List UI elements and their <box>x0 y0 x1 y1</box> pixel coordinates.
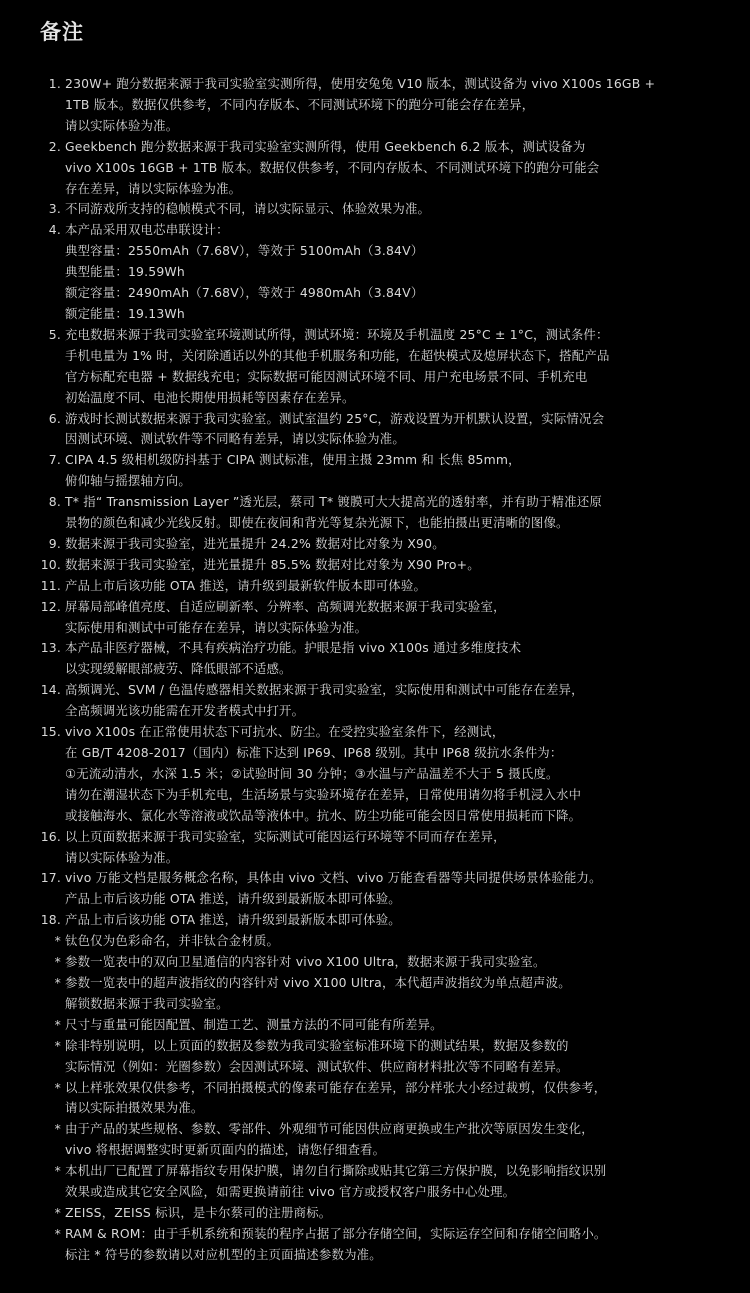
note-text-line: 全高频调光该功能需在开发者模式中打开。 <box>65 703 305 719</box>
note-text-line: 尺寸与重量可能因配置、制造工艺、测量方法的不同可能有所差异。 <box>65 1016 443 1032</box>
note-number: 7. <box>48 452 61 468</box>
notes-list <box>40 74 710 1266</box>
note-number: 16. <box>40 828 61 844</box>
note-text-line: 典型能量：19.59Wh <box>65 264 185 280</box>
note-item <box>40 450 710 492</box>
note-text-line: Geekbench 跑分数据来源于我司实验室实测所得，使用 Geekbench 6.2 版本，测试设备为 <box>65 138 586 154</box>
note-text-line: 典型容量：2550mAh（7.68V），等效于 5100mAh（3.84V） <box>65 243 424 259</box>
note-text-line: 实际情况（例如：光圈参数）会因测试环境、测试软件、供应商材料批次等不同略有差异。 <box>65 1058 569 1074</box>
note-text-line: 请以实际体验为准。 <box>65 849 179 865</box>
note-text-line: 参数一览表中的双向卫星通信的内容针对 vivo X100 Ultra，数据来源于我司实验室。 <box>65 954 546 970</box>
note-number: 2. <box>48 138 61 154</box>
note-text-line: 不同游戏所支持的稳帧模式不同，请以实际显示、体验效果为准。 <box>65 201 431 217</box>
note-text-line: 产品上市后该功能 OTA 推送，请升级到最新软件版本即可体验。 <box>65 577 427 593</box>
note-item <box>40 1015 710 1036</box>
note-text-line: ZEISS，ZEISS 标识，是卡尔蔡司的注册商标。 <box>65 1204 332 1220</box>
note-text-line: 钛色仅为色彩命名，并非钛合金材质。 <box>65 933 280 949</box>
note-number: 1. <box>48 76 61 91</box>
note-text-line: 手机电量为 1% 时，关闭除通话以外的其他手机服务和功能，在超快模式及熄屏状态下，搭配产品 <box>65 347 610 363</box>
note-text-line: 额定容量：2490mAh（7.68V），等效于 4980mAh（3.84V） <box>65 285 424 301</box>
note-asterisk: * <box>54 1163 61 1179</box>
note-text-line: 游戏时长测试数据来源于我司实验室。测试室温约 25°C，游戏设置为开机默认设置，实际情况会 <box>65 410 605 426</box>
note-item <box>40 680 710 722</box>
note-text-line: 官方标配充电器 + 数据线充电；实际数据可能因测试环境不同、用户充电场景不同、手机充电 <box>65 368 588 384</box>
note-text-line: 初始温度不同、电池长期使用损耗等因素存在差异。 <box>65 389 355 405</box>
note-text-line: ①无流动清水，水深 1.5 米；②试验时间 30 分钟；③水温与产品温差不大于 5 摄氏度。 <box>65 765 559 781</box>
note-text-line: 额定能量：19.13Wh <box>65 305 185 321</box>
note-text-line: 产品上市后该功能 OTA 推送，请升级到最新版本即可体验。 <box>65 912 401 928</box>
note-item <box>40 74 710 137</box>
note-item <box>40 597 710 639</box>
note-item <box>40 199 710 220</box>
note-asterisk: * <box>54 1016 61 1032</box>
note-number: 12. <box>40 598 61 614</box>
note-text-line: 因测试环境、测试软件等不同略有差异，请以实际体验为准。 <box>65 431 405 447</box>
note-text-line: 俯仰轴与摇摆轴方向。 <box>65 473 191 489</box>
note-text-line: 屏幕局部峰值亮度、自适应刷新率、分辨率、高频调光数据来源于我司实验室， <box>65 598 506 614</box>
note-number: 6. <box>48 410 61 426</box>
note-text-line: 参数一览表中的超声波指纹的内容针对 vivo X100 Ultra，本代超声波指纹为单点超声波。 <box>65 974 571 990</box>
note-text-line: 标注 * 符号的参数请以对应机型的主页面描述参数为准。 <box>65 1246 382 1262</box>
note-text-line: 高频调光、SVM / 色温传感器相关数据来源于我司实验室，实际使用和测试中可能存在差异， <box>65 682 584 698</box>
note-number: 9. <box>48 535 61 551</box>
note-text-line: 由于产品的某些规格、参数、零部件、外观细节可能因供应商更换或生产批次等原因发生变化， <box>65 1121 594 1137</box>
note-number: 5. <box>48 326 61 342</box>
note-text-line: T* 指“ Transmission Layer ”透光层，蔡司 T* 镀膜可大大提高光的透射率，并有助于精准还原 <box>65 494 602 510</box>
note-text-line: 请以实际拍摄效果为准。 <box>65 1100 204 1116</box>
note-text-line: 230W+ 跑分数据来源于我司实验室实测所得，使用安兔兔 V10 版本，测试设备为 vivo X100s 16GB + <box>65 76 656 91</box>
note-item <box>40 931 710 952</box>
note-text-line: 本机出厂已配置了屏幕指纹专用保护膜，请勿自行撕除或贴其它第三方保护膜，以免影响指纹识别 <box>65 1163 607 1179</box>
note-text-line: 本产品非医疗器械，不具有疾病治疗功能。护眼是指 vivo X100s 通过多维度技术 <box>65 640 522 656</box>
note-item <box>40 325 710 409</box>
note-text-line: vivo X100s 在正常使用状态下可抗水、防尘。在受控实验室条件下，经测试， <box>65 724 505 740</box>
note-number: 10. <box>40 556 61 572</box>
note-asterisk: * <box>54 974 61 990</box>
note-item <box>40 1119 710 1161</box>
note-text-line: vivo X100s 16GB + 1TB 版本。数据仅供参考，不同内存版本、不同测试环境下的跑分可能会 <box>65 159 600 175</box>
note-asterisk: * <box>54 1204 61 1220</box>
note-number: 13. <box>40 640 61 656</box>
page-title: 备注 <box>40 20 84 44</box>
note-asterisk: * <box>54 1037 61 1053</box>
note-item <box>40 638 710 680</box>
note-item <box>40 576 710 597</box>
note-number: 15. <box>40 724 61 740</box>
note-text-line: 请以实际体验为准。 <box>65 117 179 133</box>
note-text-line: 1TB 版本。数据仅供参考，不同内存版本、不同测试环境下的跑分可能会存在差异， <box>65 96 535 112</box>
note-asterisk: * <box>54 1225 61 1241</box>
note-number: 11. <box>40 577 61 593</box>
note-item <box>40 910 710 931</box>
note-item <box>40 952 710 973</box>
note-item <box>40 534 710 555</box>
note-text-line: 本产品采用双电芯串联设计： <box>65 222 229 238</box>
note-text-line: 数据来源于我司实验室，进光量提升 85.5% 数据对比对象为 X90 Pro+。 <box>65 556 480 572</box>
note-number: 3. <box>48 201 61 217</box>
note-text-line: 产品上市后该功能 OTA 推送，请升级到最新版本即可体验。 <box>65 891 401 907</box>
note-asterisk: * <box>54 954 61 970</box>
note-item <box>40 973 710 1015</box>
note-item <box>40 555 710 576</box>
note-text-line: 效果或造成其它安全风险，如需更换请前往 vivo 官方或授权客户服务中心处理。 <box>65 1184 516 1200</box>
note-text-line: 数据来源于我司实验室，进光量提升 24.2% 数据对比对象为 X90。 <box>65 535 445 551</box>
note-text-line: 景物的颜色和减少光线反射。即使在夜间和背光等复杂光源下，也能拍摄出更清晰的图像。 <box>65 515 569 531</box>
note-item <box>40 220 710 325</box>
note-text-line: 解锁数据来源于我司实验室。 <box>65 995 229 1011</box>
note-item <box>40 1224 710 1266</box>
note-item <box>40 137 710 200</box>
note-text-line: 以上页面数据来源于我司实验室，实际测试可能因运行环境等不同而存在差异， <box>65 828 506 844</box>
note-text-line: RAM & ROM：由于手机系统和预装的程序占据了部分存储空间，实际运存空间和存储空间略小。 <box>65 1225 607 1241</box>
note-number: 4. <box>48 222 61 238</box>
note-number: 18. <box>40 912 61 928</box>
note-asterisk: * <box>54 933 61 949</box>
note-asterisk: * <box>54 1121 61 1137</box>
note-text-line: CIPA 4.5 级相机级防抖基于 CIPA 测试标准，使用主摄 23mm 和 长焦 85mm， <box>65 452 521 468</box>
note-text-line: 以实现缓解眼部疲劳、降低眼部不适感。 <box>65 661 292 677</box>
note-text-line: 请勿在潮湿状态下为手机充电，生活场景与实验环境存在差异，日常使用请勿将手机浸入水中 <box>65 786 582 802</box>
note-text-line: 或接触海水、氯化水等溶液或饮品等液体中。抗水、防尘功能可能会因日常使用损耗而下降。 <box>65 807 582 823</box>
note-item <box>40 1036 710 1078</box>
note-text-line: 实际使用和测试中可能存在差异，请以实际体验为准。 <box>65 619 368 635</box>
note-item <box>40 868 710 910</box>
note-asterisk: * <box>54 1079 61 1095</box>
note-text-line: vivo 万能文档是服务概念名称，具体由 vivo 文档、vivo 万能查看器等共同提供场景体验能力。 <box>65 870 602 886</box>
note-item <box>40 1161 710 1203</box>
note-item <box>40 1078 710 1120</box>
note-item <box>40 492 710 534</box>
note-number: 14. <box>40 682 61 698</box>
note-text-line: 在 GB/T 4208-2017（国内）标准下达到 IP69、IP68 级别。其中 IP68 级抗水条件为： <box>65 745 563 760</box>
note-number: 8. <box>48 494 61 510</box>
note-item <box>40 827 710 869</box>
note-item <box>40 1203 710 1224</box>
note-text-line: 以上样张效果仅供参考，不同拍摄模式的像素可能存在差异，部分样张大小经过裁剪，仅供参考， <box>65 1079 607 1095</box>
note-number: 17. <box>40 870 61 886</box>
note-item <box>40 409 710 451</box>
note-text-line: vivo 将根据调整实时更新页面内的描述，请您仔细查看。 <box>65 1142 386 1158</box>
note-text-line: 除非特别说明，以上页面的数据及参数为我司实验室标准环境下的测试结果，数据及参数的 <box>65 1037 569 1053</box>
note-item <box>40 722 710 827</box>
note-text-line: 存在差异，请以实际体验为准。 <box>65 180 242 196</box>
note-text-line: 充电数据来源于我司实验室环境测试所得，测试环境：环境及手机温度 25°C ± 1°C，测试条件： <box>65 326 609 342</box>
